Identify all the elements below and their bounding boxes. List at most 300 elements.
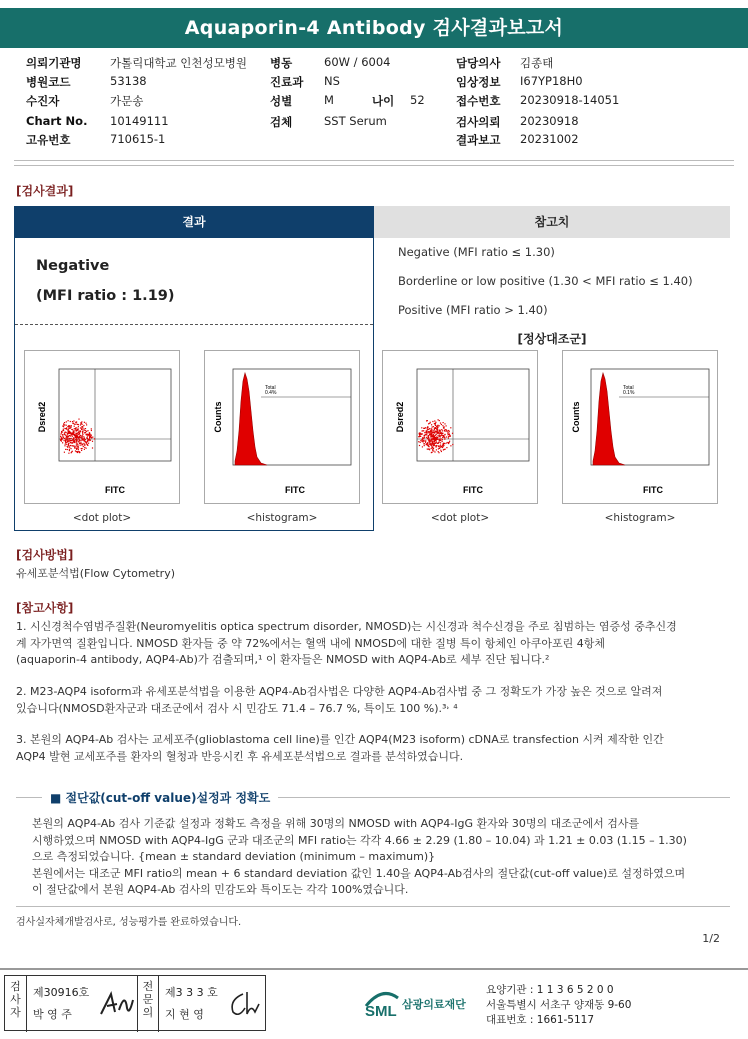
x-axis-label: FITC (285, 485, 305, 495)
event-dot (440, 446, 441, 447)
specimen-label: 검체 (270, 115, 293, 129)
event-dot (436, 442, 437, 443)
event-dot (448, 434, 449, 435)
event-dot (440, 439, 441, 440)
clinical-value: I67YP18H0 (520, 74, 583, 88)
event-dot (432, 421, 433, 422)
event-dot (442, 425, 443, 426)
event-dot (69, 438, 70, 439)
event-dot (435, 423, 436, 424)
event-dot (65, 432, 66, 433)
result-value: Negative (36, 258, 110, 274)
event-dot (443, 435, 444, 436)
event-dot (84, 432, 85, 433)
event-dot (446, 442, 447, 443)
event-dot (422, 430, 423, 431)
event-dot (83, 436, 84, 437)
note-2 (16, 684, 732, 717)
event-dot (427, 449, 428, 450)
event-dot (85, 428, 86, 429)
event-dot (82, 431, 83, 432)
note-1-line: 계 자가면역 질환입니다. NMOSD 환자들 중 약 72%에서는 혈액 내에 NMOSD에 대한 질병 특이 항체인 아쿠아포린 4항체 (16, 636, 605, 650)
event-dot (436, 449, 437, 450)
event-dot (80, 427, 81, 428)
control-hist-caption: <histogram> (604, 512, 676, 524)
x-axis-label: FITC (105, 485, 125, 495)
event-dot (76, 448, 77, 449)
event-dot (444, 443, 445, 444)
reference-positive: Positive (MFI ratio > 1.40) (398, 303, 548, 317)
event-dot (62, 434, 63, 435)
event-dot (61, 441, 62, 442)
event-dot (422, 439, 423, 440)
event-dot (442, 430, 443, 431)
histogram-peak (235, 373, 267, 465)
cutoff-box (16, 791, 730, 907)
org-address: 서울특별시 서초구 양재동 9-60 (486, 999, 632, 1011)
validation-note: 검사실자체개발검사로, 성능평가를 완료하였습니다. (16, 917, 242, 928)
event-dot (70, 421, 71, 422)
event-dot (87, 435, 88, 436)
method-section-title: [검사방법] (16, 548, 74, 562)
event-dot (63, 437, 64, 438)
event-dot (433, 448, 434, 449)
event-dot (448, 443, 449, 444)
specialist-vertical-label (137, 976, 159, 1032)
event-dot (86, 431, 87, 432)
event-dot (78, 419, 79, 420)
event-dot (64, 438, 65, 439)
event-dot (91, 430, 92, 431)
age-label: 나이 (372, 94, 395, 108)
gate-percent: 0.1% (623, 390, 635, 396)
code-label: 병원코드 (26, 75, 71, 89)
event-dot (427, 431, 428, 432)
event-dot (428, 444, 429, 445)
event-dot (67, 446, 68, 447)
event-dot (66, 425, 67, 426)
event-dot (87, 441, 88, 442)
event-dot (428, 446, 429, 447)
event-dot (452, 433, 453, 434)
event-dot (429, 441, 430, 442)
event-dot (429, 449, 430, 450)
event-dot (443, 444, 444, 445)
event-dot (430, 434, 431, 435)
cutoff-line: 으로 측정되었습니다. {mean ± standard deviation (minimum – maximum)} (32, 850, 436, 863)
event-dot (448, 437, 449, 438)
patient-hist-caption: <histogram> (246, 512, 318, 524)
event-dot (446, 425, 447, 426)
event-dot (433, 436, 434, 437)
note-1-line: 1. 시신경척수염범주질환(Neuromyelitis optica spectrum disorder, NMOSD)는 시신경과 척수신경을 주로 침범하는 염증성 중추신경 (16, 620, 677, 633)
patient-dot-plot-svg (25, 351, 181, 505)
event-dot (67, 449, 68, 450)
specialist-name: 지 현 영 (165, 1008, 204, 1021)
event-dot (80, 424, 81, 425)
event-dot (433, 426, 434, 427)
control-dot-plot-svg (383, 351, 539, 505)
y-axis-label: Counts (213, 401, 223, 433)
unique-label: 고유번호 (26, 133, 71, 147)
event-dot (422, 446, 423, 447)
event-dot (418, 441, 419, 442)
event-dot (424, 428, 425, 429)
event-dot (82, 448, 83, 449)
sex-label: 성별 (270, 94, 293, 108)
event-dot (439, 431, 440, 432)
event-dot (449, 441, 450, 442)
receipt-label: 접수번호 (456, 94, 501, 108)
event-dot (437, 437, 438, 438)
y-axis-label: Counts (571, 401, 581, 433)
event-dot (432, 434, 433, 435)
event-dot (438, 448, 439, 449)
event-dot (427, 420, 428, 421)
reference-negative: Negative (MFI ratio ≤ 1.30) (398, 245, 555, 259)
event-dot (81, 444, 82, 445)
tester-license: 제30916호 (33, 986, 90, 999)
event-dot (69, 450, 70, 451)
tester-vertical-label (5, 976, 27, 1032)
page-number: 1/2 (702, 932, 720, 945)
event-dot (440, 442, 441, 443)
patient-info (26, 55, 726, 155)
event-dot (68, 453, 69, 454)
event-dot (65, 435, 66, 436)
event-dot (423, 438, 424, 439)
event-dot (430, 441, 431, 442)
event-dot (423, 437, 424, 438)
event-dot (426, 434, 427, 435)
event-dot (443, 449, 444, 450)
event-dot (90, 434, 91, 435)
event-dot (62, 442, 63, 443)
patient-histogram (204, 350, 360, 504)
event-dot (436, 439, 437, 440)
event-dot (435, 431, 436, 432)
event-dot (69, 447, 70, 448)
control-dot-caption: <dot plot> (430, 512, 490, 524)
histogram-peak (593, 373, 625, 465)
event-dot (434, 444, 435, 445)
event-dot (70, 445, 71, 446)
event-dot (77, 444, 78, 445)
event-dot (436, 446, 437, 447)
event-dot (62, 432, 63, 433)
cutoff-line: 본원의 AQP4-Ab 검사 기준값 설정과 정확도 측정을 위해 30명의 NMOSD with AQP4-IgG 환자와 30명의 대조군에서 검사를 (32, 817, 640, 830)
event-dot (433, 450, 434, 451)
sml-logo-icon (362, 982, 402, 1022)
event-dot (431, 441, 432, 442)
event-dot (88, 443, 89, 444)
event-dot (85, 434, 86, 435)
event-dot (448, 430, 449, 431)
plot-frame (59, 369, 171, 461)
event-dot (81, 442, 82, 443)
event-dot (436, 445, 437, 446)
event-dot (78, 434, 79, 435)
control-histogram (562, 350, 718, 504)
event-dot (81, 438, 82, 439)
event-dot (66, 429, 67, 430)
event-dot (83, 446, 84, 447)
event-dot (440, 435, 441, 436)
event-dot (431, 448, 432, 449)
event-dot (64, 445, 65, 446)
event-dot (424, 443, 425, 444)
note-3 (16, 732, 732, 765)
specialist-license: 제3 3 3 호 (165, 986, 218, 999)
event-dot (442, 435, 443, 436)
event-dot (65, 440, 66, 441)
event-dot (63, 423, 64, 424)
event-dot (438, 443, 439, 444)
specialist-signature (225, 986, 263, 1022)
event-dot (92, 437, 93, 438)
event-dot (444, 437, 445, 438)
event-dot (434, 423, 435, 424)
event-dot (70, 448, 71, 449)
event-dot (432, 450, 433, 451)
event-dot (66, 437, 67, 438)
event-dot (439, 442, 440, 443)
code-value: 53138 (110, 74, 147, 88)
event-dot (421, 434, 422, 435)
event-dot (74, 446, 75, 447)
event-dot (79, 451, 80, 452)
event-dot (424, 437, 425, 438)
event-dot (72, 421, 73, 422)
event-dot (433, 430, 434, 431)
event-dot (73, 438, 74, 439)
event-dot (437, 430, 438, 431)
plot-frame (417, 369, 529, 461)
event-dot (76, 439, 77, 440)
event-dot (442, 445, 443, 446)
event-dot (424, 436, 425, 437)
event-dot (84, 422, 85, 423)
tester-signature (97, 986, 137, 1022)
event-dot (431, 436, 432, 437)
event-dot (69, 441, 70, 442)
gate-total-label: Total (623, 385, 634, 391)
patient-dot-plot (24, 350, 180, 504)
ward-label: 병동 (270, 56, 293, 70)
cutoff-title: ■ 절단값(cut-off value)설정과 정확도 (42, 789, 278, 806)
notes-section-title: [참고사항] (16, 601, 74, 615)
event-dots (60, 419, 95, 454)
result-mfi-ratio: (MFI ratio : 1.19) (36, 288, 175, 304)
event-dot (73, 434, 74, 435)
gate-total-label: Total (265, 385, 276, 391)
event-dot (71, 433, 72, 434)
event-dot (418, 436, 419, 437)
event-dot (71, 425, 72, 426)
report-value: 20231002 (520, 132, 579, 146)
event-dot (445, 434, 446, 435)
event-dot (82, 428, 83, 429)
event-dot (442, 439, 443, 440)
event-dot (85, 442, 86, 443)
event-dot (66, 421, 67, 422)
event-dot (70, 440, 71, 441)
y-axis-label: Dsred2 (37, 401, 47, 433)
event-dot (80, 422, 81, 423)
event-dot (440, 423, 441, 424)
event-dot (75, 422, 76, 423)
request-value: 20230918 (520, 114, 579, 128)
logo-mark-text: SML (365, 1003, 397, 1020)
event-dot (438, 452, 439, 453)
event-dot (420, 436, 421, 437)
event-dot (78, 451, 79, 452)
specimen-value: SST Serum (324, 114, 387, 128)
event-dot (426, 427, 427, 428)
org-name: 삼광의료재단 (402, 998, 466, 1011)
x-axis-label: FITC (643, 485, 663, 495)
event-dot (420, 442, 421, 443)
event-dot (85, 423, 86, 424)
event-dot (419, 432, 420, 433)
event-dot (438, 419, 439, 420)
event-dot (430, 430, 431, 431)
event-dot (65, 444, 66, 445)
org-code: 요양기관 : 1 1 3 6 5 2 0 0 (486, 984, 614, 996)
event-dot (62, 436, 63, 437)
event-dot (435, 435, 436, 436)
event-dot (83, 425, 84, 426)
event-dot (429, 431, 430, 432)
event-dot (83, 443, 84, 444)
footer-divider (0, 968, 748, 970)
event-dot (70, 442, 71, 443)
event-dot (75, 437, 76, 438)
event-dot (425, 434, 426, 435)
report-title: Aquaporin-4 Antibody 검사결과보고서 (0, 8, 748, 48)
event-dot (428, 423, 429, 424)
event-dot (444, 439, 445, 440)
sml-logo (362, 982, 502, 1024)
event-dot (429, 423, 430, 424)
event-dot (423, 440, 424, 441)
event-dots (418, 419, 453, 453)
event-dot (85, 432, 86, 433)
event-dot (61, 437, 62, 438)
event-dot (450, 445, 451, 446)
event-dot (68, 443, 69, 444)
event-dot (64, 434, 65, 435)
event-dot (434, 420, 435, 421)
event-dot (443, 422, 444, 423)
event-dot (446, 447, 447, 448)
note-3-line: 3. 본원의 AQP4-Ab 검사는 교세포주(glioblastoma cell line)를 인간 AQP4(M23 isoform) cDNA로 transfection 시켜 제작한 인간 (16, 733, 664, 746)
event-dot (69, 449, 70, 450)
result-section-title: [검사결과] (16, 184, 74, 198)
tester-vertical-text: 검사자 (10, 980, 21, 1019)
event-dot (435, 428, 436, 429)
event-dot (444, 430, 445, 431)
event-dot (63, 430, 64, 431)
event-dot (64, 452, 65, 453)
event-dot (70, 427, 71, 428)
event-dot (448, 436, 449, 437)
event-dot (423, 430, 424, 431)
event-dot (446, 436, 447, 437)
event-dot (91, 428, 92, 429)
event-dot (427, 432, 428, 433)
event-dot (431, 439, 432, 440)
event-dot (423, 441, 424, 442)
event-dot (82, 435, 83, 436)
event-dot (76, 427, 77, 428)
event-dot (433, 439, 434, 440)
event-dot (83, 438, 84, 439)
chart-label: Chart No. (26, 114, 88, 128)
event-dot (420, 440, 421, 441)
receipt-value: 20230918-14051 (520, 93, 620, 107)
patient-dot-caption: <dot plot> (72, 512, 132, 524)
tester-name: 박 영 주 (33, 1008, 72, 1021)
event-dot (439, 430, 440, 431)
event-dot (84, 447, 85, 448)
event-dot (68, 420, 69, 421)
event-dot (69, 428, 70, 429)
gate-percent: 0.4% (265, 390, 277, 396)
event-dot (442, 433, 443, 434)
event-dot (437, 439, 438, 440)
event-dot (80, 440, 81, 441)
event-dot (438, 451, 439, 452)
result-header: 결과 (14, 206, 374, 238)
event-dot (419, 445, 420, 446)
event-dot (86, 448, 87, 449)
event-dot (446, 429, 447, 430)
event-dot (68, 429, 69, 430)
event-dot (64, 440, 65, 441)
event-dot (449, 436, 450, 437)
cutoff-text (32, 816, 732, 899)
unique-value: 710615-1 (110, 132, 166, 146)
request-label: 검사의뢰 (456, 115, 501, 129)
event-dot (74, 424, 75, 425)
event-dot (430, 422, 431, 423)
event-dot (435, 425, 436, 426)
event-dot (437, 427, 438, 428)
event-dot (438, 435, 439, 436)
event-dot (425, 441, 426, 442)
event-dot (441, 451, 442, 452)
event-dot (439, 420, 440, 421)
event-dot (435, 422, 436, 423)
event-dot (438, 433, 439, 434)
event-dot (68, 431, 69, 432)
event-dot (430, 431, 431, 432)
event-dot (442, 447, 443, 448)
event-dot (73, 442, 74, 443)
event-dot (65, 441, 66, 442)
event-dot (68, 428, 69, 429)
event-dot (82, 426, 83, 427)
event-dot (85, 439, 86, 440)
event-dot (90, 440, 91, 441)
event-dot (78, 438, 79, 439)
event-dot (440, 437, 441, 438)
event-dot (444, 423, 445, 424)
event-dot (435, 438, 436, 439)
event-dot (94, 438, 95, 439)
event-dot (61, 439, 62, 440)
